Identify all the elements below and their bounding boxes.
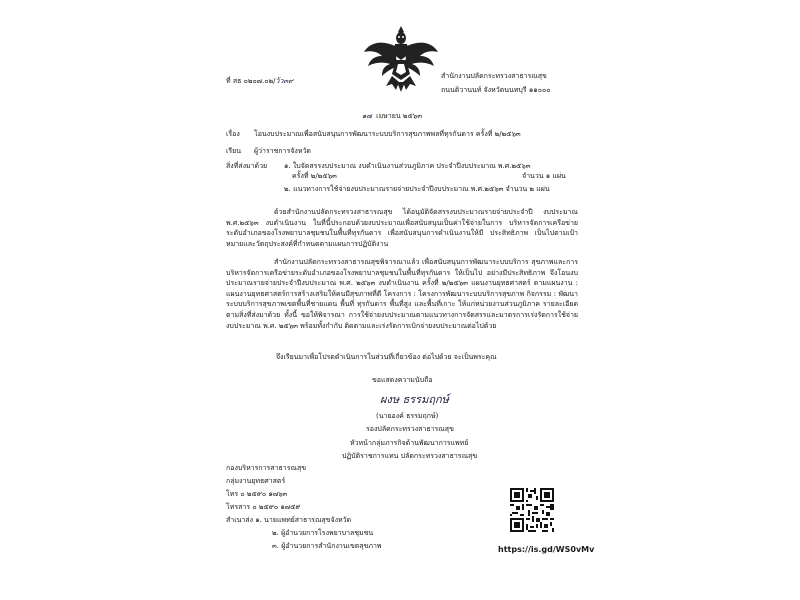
footer-fax: โทรสาร ๐ ๒๕๙๐ ๑๗๕๙ <box>226 503 301 511</box>
footer-phone: โทร ๐ ๒๕๙๐ ๑๗๖๓ <box>226 490 288 498</box>
cc-3: ๓. ผู้อำนวยการสำนักงานเขตสุขภาพ <box>272 542 382 550</box>
agency-name: สำนักงานปลัดกระทรวงสาธารณสุข <box>441 72 547 80</box>
paragraph-1: ด้วยสำนักงานปลัดกระทรวงสาธารณสุข ได้อนุมัติจัดสรรงบประมาณรายจ่ายประจำปี งบประมาณ พ.ศ.๒๕๖๓ งบดำเนินงาน ในที่นี้ประกอบด้วยงบประมาณเพื่อสนับสนุนเป็นค่าใช้จ่ายในการ บริหารจัดการเครือข่ายระดับอำเภอของโรงพยาบาลชุมชนในพื้นที่ทุรกันดาร เพื่อสนับสนุนการดำเนินงานให้มี ประสิทธิภาพ เป็นไปตามเป้าหมายและวัตถุประสงค์ที่กำหนดตามแผนการปฏิบัติงาน <box>226 208 578 248</box>
to-label: เรียน <box>226 147 242 155</box>
letter-date: ๑๗ เมษายน ๒๕๖๓ <box>362 112 422 120</box>
qr-url[interactable]: https://is.gd/WS0vMv <box>498 545 595 554</box>
cc-1: สำเนาส่ง ๑. นายแพทย์สาธารณสุขจังหวัด <box>226 516 352 524</box>
to-text: ผู้ว่าราชการจังหวัด <box>254 147 311 155</box>
signature: ผงษ ธรรมฤกษ์ <box>380 393 449 406</box>
agency-address: ถนนติวานนท์ จังหวัดนนทบุรี ๑๑๐๐๐ <box>441 86 551 94</box>
closing: ขอแสดงความนับถือ <box>372 376 433 384</box>
cc-2: ๒. ผู้อำนวยการโรงพยาบาลชุมชน <box>272 529 374 537</box>
garuda-emblem-icon <box>362 22 440 94</box>
footer-division: กองบริหารการสาธารณสุข <box>226 464 307 472</box>
enclosure-1-count: จำนวน ๑ แผ่น <box>522 172 566 180</box>
signer-title-3: ปฏิบัติราชการแทน ปลัดกระทรวงสาธารณสุข <box>342 452 478 460</box>
subject-label: เรื่อง <box>226 130 240 138</box>
signer-title-1: รองปลัดกระทรวงสาธารณสุข <box>366 425 454 433</box>
enclosure-2: ๒. แนวทางการใช้จ่ายงบประมาณรายจ่ายประจำปีงบประมาณ พ.ศ.๒๕๖๓ จำนวน ๒ แผ่น <box>284 185 550 193</box>
enclosure-1-round: ครั้งที่ ๒/๒๕๖๓ <box>292 172 337 180</box>
signer-name: (นายองค์ ธรรมฤกษ์) <box>376 412 439 420</box>
enclosure-1: ๑. ใบจัดสรรงบประมาณ งบดำเนินงานส่วนภูมิภาค ประจำปีงบประมาณ พ.ศ.๒๕๖๓ <box>284 162 531 170</box>
enclosure-label: สิ่งที่ส่งมาด้วย <box>226 162 268 170</box>
paragraph-2: สำนักงานปลัดกระทรวงสาธารณสุขพิจารณาแล้ว เพื่อสนับสนุนการพัฒนาระบบบริการ สุขภาพและการบริหารจัดการเครือข่ายระดับอำเภอของโรงพยาบาลชุมชนในพื้นที่ทุรกันดาร ให้เป็นไป อย่างมีประสิทธิภาพ จึงโอนงบประมาณรายจ่ายประจำปีงบประมาณ พ.ศ. ๒๕๖๓ งบดำเนินงาน ครั้งที่ ๒/๒๕๖๓ แผนงานยุทธศาสตร์ ตามแผนงาน : แผนงานยุทธศาสตร์การสร้างเสริมให้คนมีสุขภาพที่ดี โครงการ : โครงการพัฒนาระบบบริการสุขภาพ กิจกรรม : พัฒนาระบบบริการสุขภาพเขตพื้นที่ชายแดน พื้นที่ ทุรกันดาร พื้นที่สูง และพื้นที่เกาะ ให้แก่หน่วยงานส่วนภูมิภาค รายละเอียดตามสิ่งที่ส่งมาด้วย ทั้งนี้ ขอให้พิจารณา การใช้จ่ายงบประมาณตามแนวทางการจัดสรรและมาตรการเร่งรัดการใช้จ่ายงบประมาณ พ.ศ. ๒๕๖๓ พร้อมทั้งกำกับ ติดตามและเร่งรัดการเบิกจ่ายงบประมาณต่อไปด้วย <box>226 258 578 330</box>
paragraph-3: จึงเรียนมาเพื่อโปรดดำเนินการในส่วนที่เกี่ยวข้อง ต่อไปด้วย จะเป็นพระคุณ <box>276 353 497 361</box>
letter-page <box>192 0 608 600</box>
signer-title-2: หัวหน้ากลุ่มภารกิจด้านพัฒนาการแพทย์ <box>350 439 469 447</box>
footer-group: กลุ่มงานยุทธศาสตร์ <box>226 477 286 485</box>
doc-number: ที่ สธ ๐๒๐๗.๐๒/ว้ว๓๙ <box>226 77 294 85</box>
qr-code-icon[interactable] <box>510 488 554 532</box>
subject-text: โอนงบประมาณเพื่อสนับสนุนการพัฒนาระบบบริการสุขภาพพลที่ทุรกันดาร ครั้งที่ ๒/๒๕๖๓ <box>254 130 521 138</box>
